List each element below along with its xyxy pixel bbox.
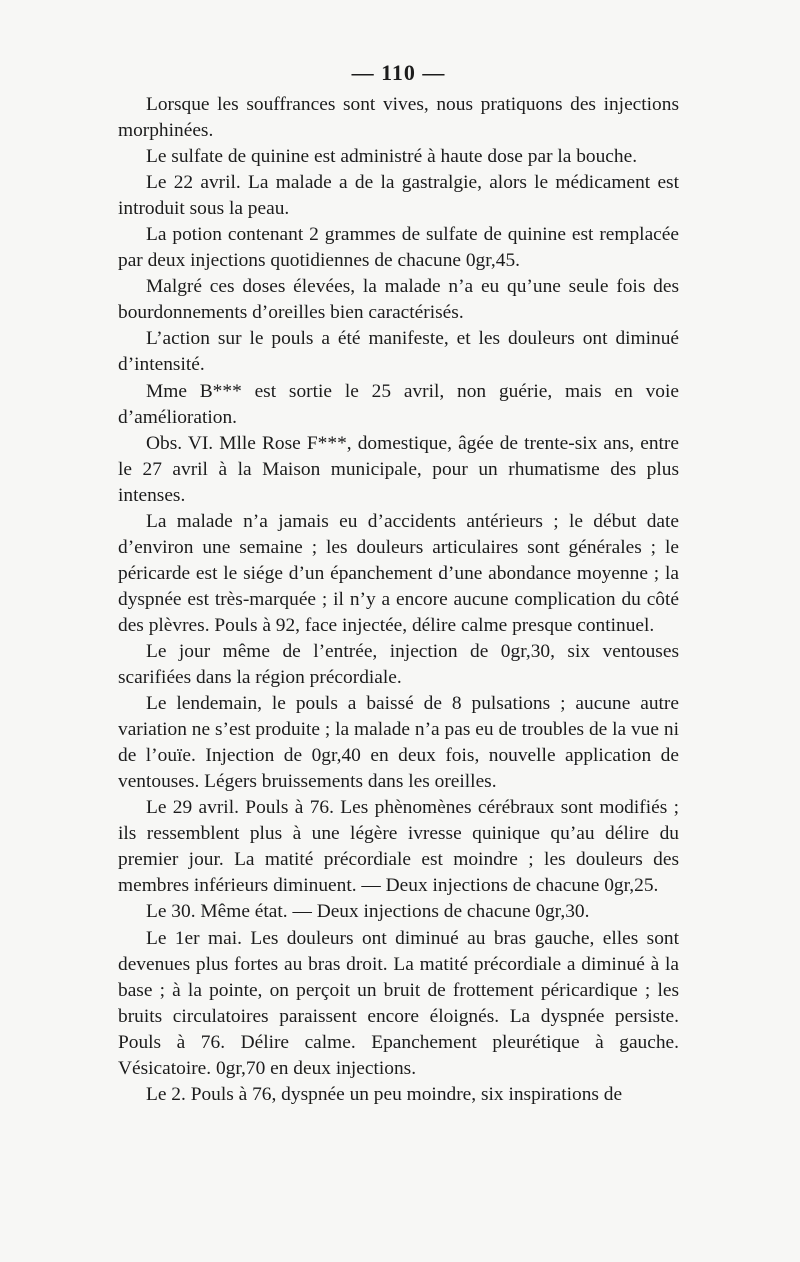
paragraph: Le 1er mai. Les douleurs ont diminué au bras gauche, elles sont devenues plus fortes au bras droit. La matité précordiale a diminué à la base ; à la pointe, on perçoit un bruit de frottement péricardique ; les bruits circulatoires paraissent encore éloignés. La dyspnée persiste. Pouls à 76. Délire calme. Epanchement pleurétique à gauche. Vésicatoire. 0gr,70 en deux injections. bbox=[118, 927, 679, 1079]
paragraph: Le jour même de l’entrée, injection de 0gr,30, six ventouses scarifiées dans la région précordiale. bbox=[118, 640, 679, 689]
paragraph: La malade n’a jamais eu d’accidents antérieurs ; le début date d’environ une semaine ; les douleurs articulaires sont générales ; le péricarde est le siége d’un épanchement d’une abondance moyenne ; la dyspnée est très-marquée ; il n’y a encore aucune complication du côté des plèvres. Pouls à 92, face injectée, délire calme presque continuel. bbox=[118, 510, 679, 636]
paragraph: Le 29 avril. Pouls à 76. Les phènomènes cérébraux sont modifiés ; ils ressemblent plus à une légère ivresse quinique qu’au délire du premier jour. La matité précordiale est moindre ; les douleurs des membres inférieurs diminuent. — Deux injections de chacune 0gr,25. bbox=[118, 797, 679, 897]
paragraph: Lorsque les souffrances sont vives, nous pratiquons des injections morphinées. bbox=[118, 94, 679, 142]
paragraph: Le 22 avril. La malade a de la gastralgie, alors le médicament est introduit sous la peau. bbox=[118, 172, 679, 220]
paragraph: Le 30. Même état. — Deux injections de chacune 0gr,30. bbox=[146, 901, 590, 923]
paragraph: La potion contenant 2 grammes de sulfate de quinine est remplacée par deux injections quotidiennes de chacune 0gr,45. bbox=[118, 224, 679, 272]
paragraph: Le lendemain, le pouls a baissé de 8 pulsations ; aucune autre variation ne s’est produite ; la malade n’a pas eu de troubles de la vue ni de l’ouïe. Injection de 0gr,40 en deux fois, nouvelle application de ventouses. Légers bruissements dans les oreilles. bbox=[118, 693, 679, 793]
body-text bbox=[118, 92, 679, 1108]
observation-heading-paragraph: Obs. VI. Mlle Rose F***, domestique, âgée de trente-six ans, entre le 27 avril à la Maison municipale, pour un rhumatisme des plus intenses. bbox=[118, 432, 679, 506]
paragraph: Malgré ces doses élevées, la malade n’a eu qu’une seule fois des bourdonnements d’oreilles bien caractérisés. bbox=[118, 276, 679, 324]
paragraph: Mme B*** est sortie le 25 avril, non guérie, mais en voie d’amélioration. bbox=[118, 380, 679, 428]
page-number: — 110 — bbox=[351, 60, 446, 85]
paragraph: Le 2. Pouls à 76, dyspnée un peu moindre, six inspirations de bbox=[146, 1083, 623, 1105]
paragraph: Le sulfate de quinine est administré à haute dose par la bouche. bbox=[146, 146, 638, 168]
paragraph: L’action sur le pouls a été manifeste, et les douleurs ont diminué d’intensité. bbox=[118, 328, 679, 376]
